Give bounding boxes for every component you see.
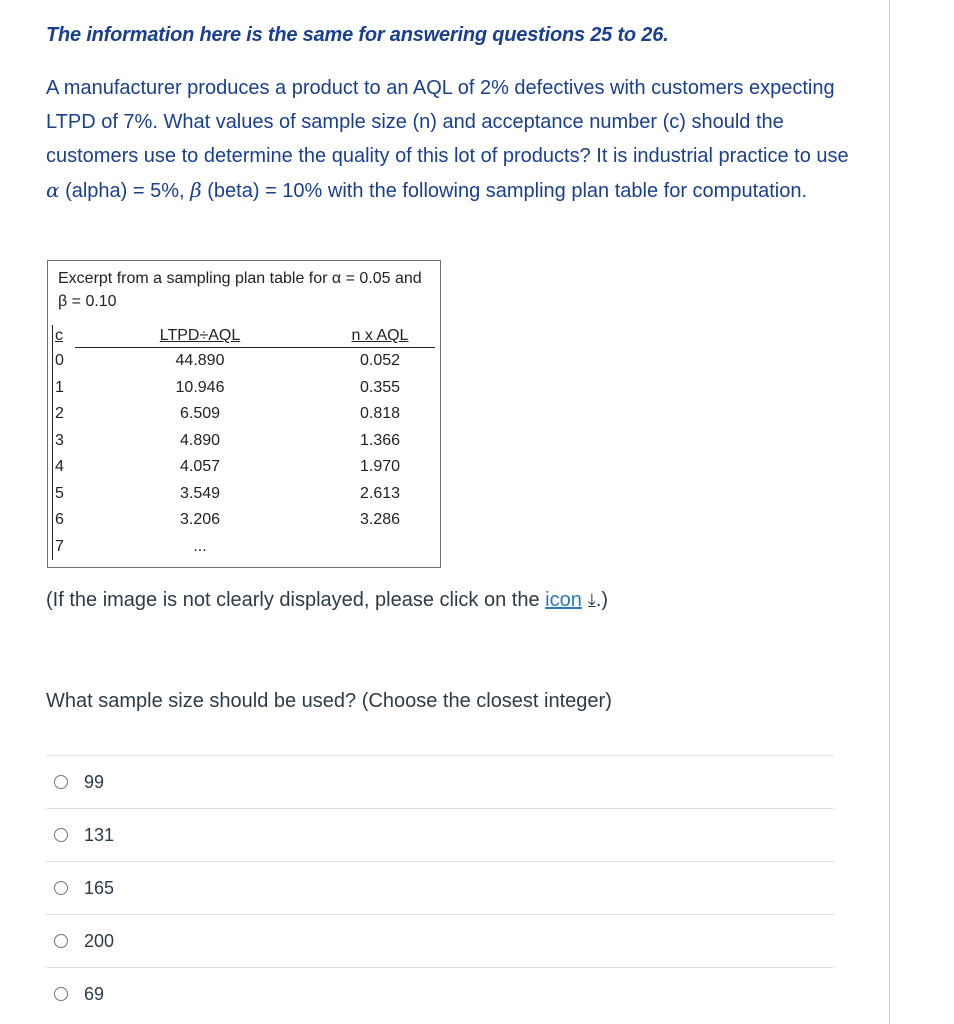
- sampling-plan-table-image: [47, 260, 441, 568]
- alpha-symbol: α: [46, 178, 60, 202]
- content-border: [889, 0, 890, 1024]
- problem-text-3: (beta) = 10% with the following sampling plan table for computation.: [201, 180, 808, 202]
- table-cell-ratio: 10.946: [175, 378, 225, 396]
- problem-text-1: A manufacturer produces a product to an AQL of 2% defectives with customers expecting LTPD of 7%. What values of sample size (n) and acceptance number (c) should the customers use to determine the quality of this lot of products? It is industrial practice to use: [46, 77, 849, 167]
- table-row: [53, 428, 436, 455]
- table-cell-ratio: 4.057: [179, 458, 221, 476]
- answer-label: 69: [84, 983, 105, 1004]
- table-header-n-aql: n x AQL: [325, 325, 435, 348]
- answer-option[interactable]: [46, 808, 834, 861]
- sampling-plan-table: [52, 325, 435, 560]
- table-cell-naql: 0.052: [359, 352, 401, 370]
- answer-option[interactable]: [46, 967, 834, 1020]
- table-cell-naql: 0.818: [359, 405, 401, 423]
- radio-button[interactable]: [54, 828, 68, 842]
- radio-button[interactable]: [54, 934, 68, 948]
- table-cell-naql: 3.286: [359, 511, 401, 529]
- table-cell-c: 2: [53, 401, 76, 428]
- table-cell-c: 6: [53, 507, 76, 534]
- table-row: [53, 375, 436, 402]
- table-cell-c: 5: [53, 481, 76, 508]
- problem-text-2: (alpha) = 5%,: [59, 180, 191, 202]
- table-cell-c: 3: [53, 428, 76, 455]
- radio-button[interactable]: [54, 987, 68, 1001]
- answer-label: 200: [84, 930, 115, 951]
- table-cell-ratio: 3.206: [179, 511, 221, 529]
- table-cell-naql: 2.613: [359, 484, 401, 502]
- answer-option[interactable]: [46, 914, 834, 967]
- table-row: [53, 348, 436, 375]
- table-cell-naql: 1.366: [359, 431, 401, 449]
- table-row: [53, 534, 436, 561]
- download-icon[interactable]: ⤓: [587, 590, 596, 610]
- table-cell-naql: [325, 534, 435, 561]
- beta-symbol: β: [190, 178, 202, 202]
- radio-button[interactable]: [54, 775, 68, 789]
- problem-statement: [46, 71, 866, 208]
- question-prompt: What sample size should be used? (Choose the closest integer): [46, 690, 612, 712]
- table-row: [53, 481, 436, 508]
- icon-link[interactable]: icon: [545, 589, 582, 611]
- table-cell-naql: 0.355: [359, 378, 401, 396]
- sampling-plan-table-title: Excerpt from a sampling plan table for α = 0.05 and β = 0.10: [58, 270, 422, 310]
- table-cell-ratio: 6.509: [179, 405, 221, 423]
- table-cell-ratio: 4.890: [179, 431, 221, 449]
- table-row: [53, 454, 436, 481]
- question-group-heading: The information here is the same for answering questions 25 to 26.: [46, 24, 669, 46]
- answer-option[interactable]: [46, 861, 834, 914]
- table-header-c: c: [53, 325, 76, 348]
- table-cell-c: 7: [53, 534, 76, 561]
- answer-label: 99: [84, 771, 105, 792]
- answer-label: 165: [84, 877, 115, 898]
- answer-label: 131: [84, 824, 115, 845]
- table-cell-c: 1: [53, 375, 76, 402]
- image-note: [46, 589, 608, 612]
- table-header-row: [53, 325, 436, 348]
- radio-button[interactable]: [54, 881, 68, 895]
- table-cell-c: 0: [53, 348, 76, 375]
- table-cell-ratio: 44.890: [175, 352, 225, 370]
- table-cell-c: 4: [53, 454, 76, 481]
- table-header-ltpd-aql: LTPD÷AQL: [75, 325, 325, 348]
- note-text-before: (If the image is not clearly displayed, please click on the: [46, 589, 546, 611]
- table-cell-ratio: 3.549: [179, 484, 221, 502]
- table-row: [53, 507, 436, 534]
- answer-list: [46, 755, 834, 1020]
- answer-option[interactable]: [46, 755, 834, 808]
- table-cell-ratio: ...: [193, 537, 207, 555]
- note-text-after: .): [595, 589, 609, 611]
- table-row: [53, 401, 436, 428]
- table-cell-naql: 1.970: [359, 458, 401, 476]
